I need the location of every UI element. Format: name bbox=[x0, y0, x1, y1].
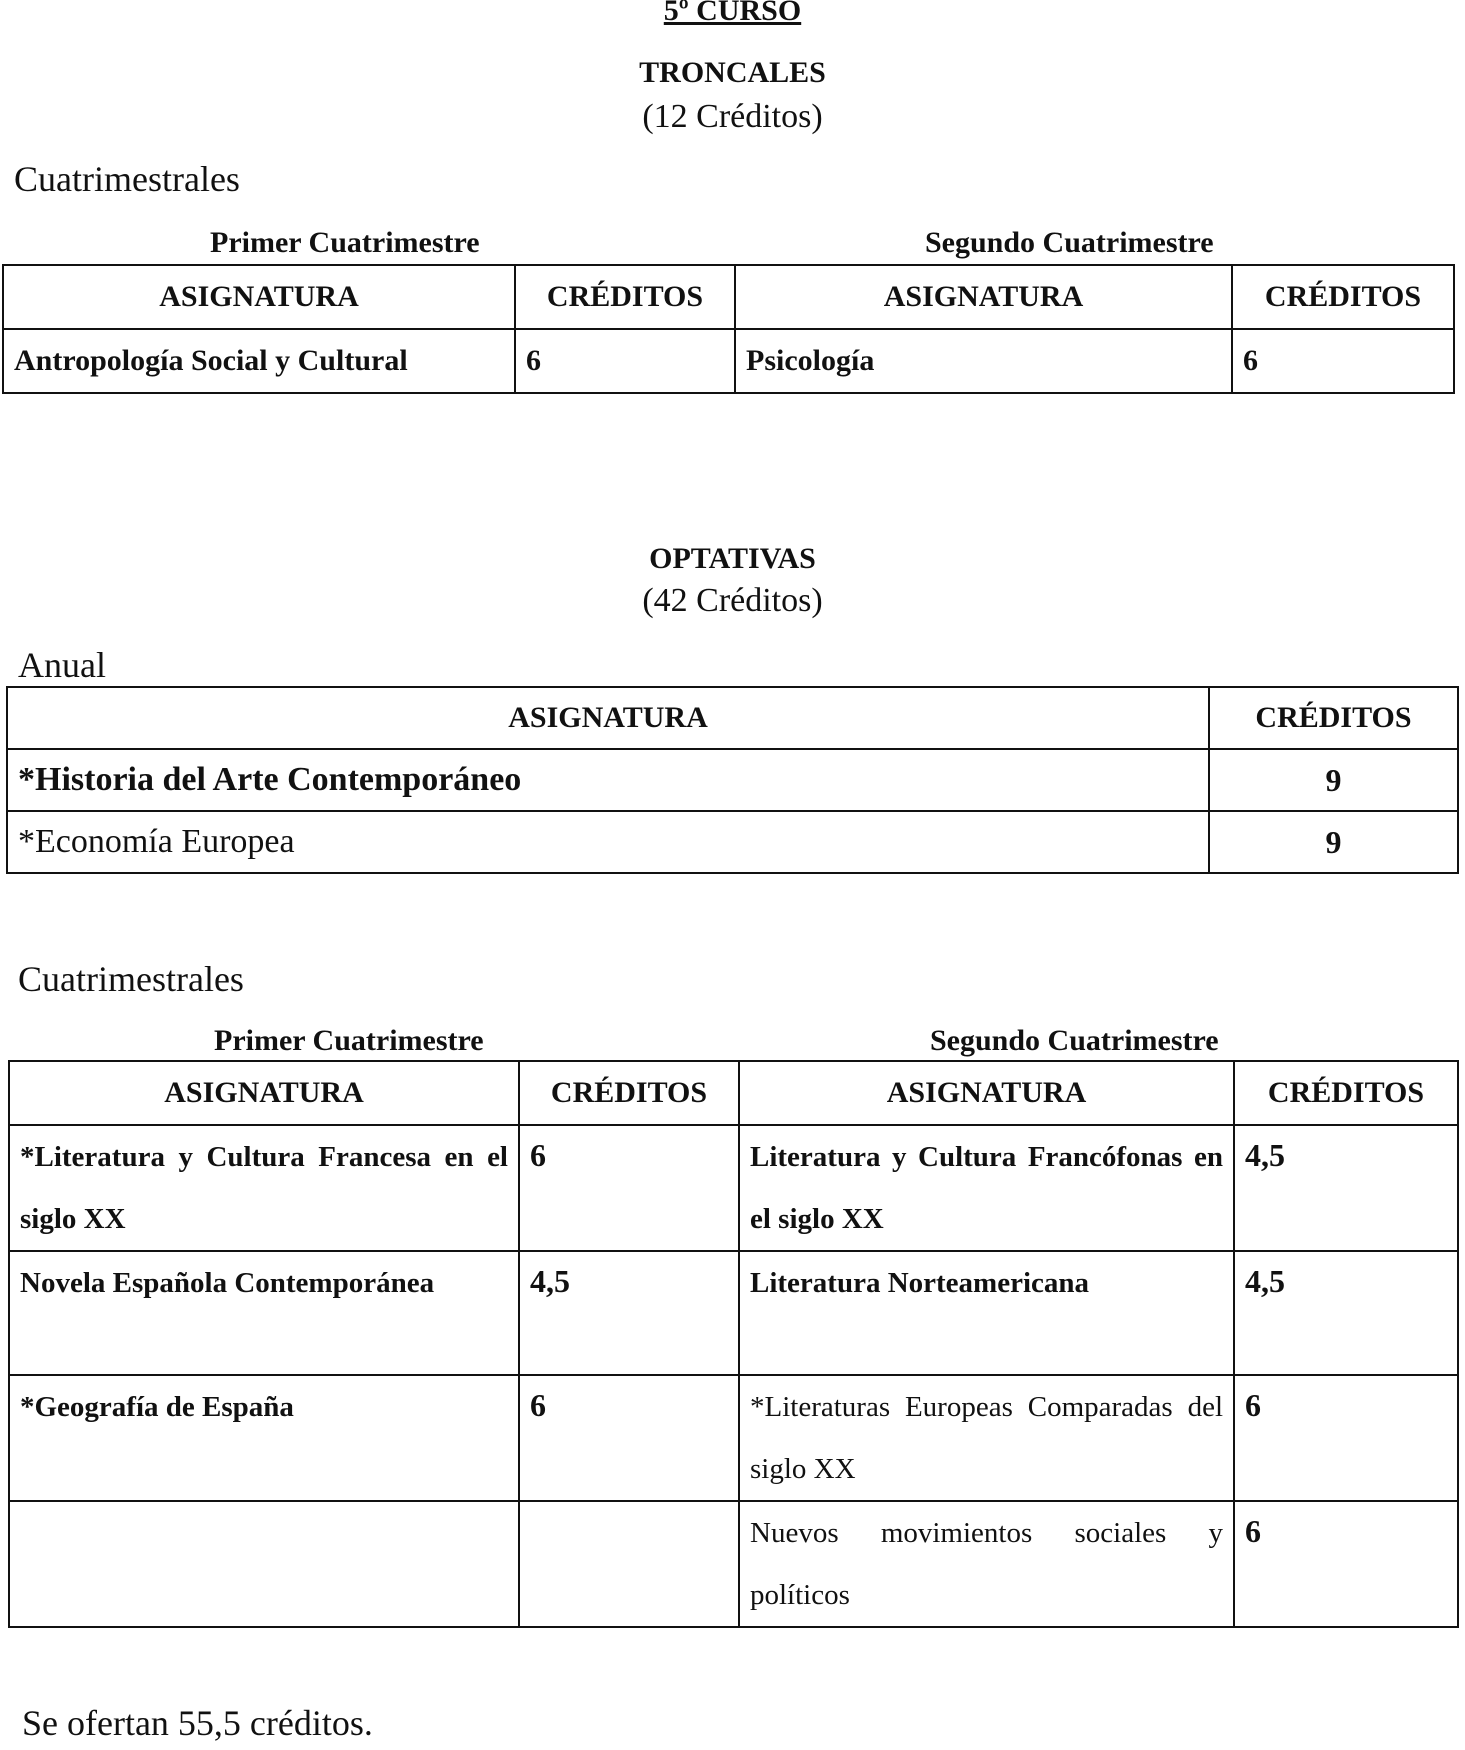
credits-cell: 6 bbox=[1232, 329, 1454, 393]
col-header-credits: CRÉDITOS bbox=[1234, 1061, 1458, 1125]
subject-cell: *Economía Europea bbox=[7, 811, 1209, 873]
credits-cell bbox=[519, 1501, 739, 1627]
troncales-second-term: Segundo Cuatrimestre bbox=[925, 226, 1214, 259]
subject-cell: Literatura Norteamericana bbox=[739, 1251, 1234, 1375]
troncales-first-term: Primer Cuatrimestre bbox=[210, 226, 480, 259]
subject-cell: *Historia del Arte Contemporáneo bbox=[7, 749, 1209, 811]
table-row bbox=[9, 1125, 1458, 1251]
subject-cell: Novela Española Contemporánea bbox=[9, 1251, 519, 1375]
table-row bbox=[7, 749, 1458, 811]
credits-cell: 6 bbox=[519, 1125, 739, 1251]
credits-cell: 6 bbox=[1234, 1501, 1458, 1627]
subject-cell: Antropología Social y Cultural bbox=[3, 329, 515, 393]
subject-cell: *Literaturas Europeas Comparadas del siglo XX bbox=[739, 1375, 1234, 1501]
subject-cell bbox=[9, 1501, 519, 1627]
table-row bbox=[9, 1501, 1458, 1627]
troncales-title: TRONCALES bbox=[639, 56, 826, 89]
subject-cell: *Geografía de España bbox=[9, 1375, 519, 1501]
col-header-subject: ASIGNATURA bbox=[3, 265, 515, 329]
optativas-second-term: Segundo Cuatrimestre bbox=[930, 1024, 1219, 1057]
table-row bbox=[3, 329, 1454, 393]
credits-cell: 4,5 bbox=[519, 1251, 739, 1375]
col-header-credits: CRÉDITOS bbox=[1232, 265, 1454, 329]
course-title: 5º CURSO bbox=[663, 0, 802, 27]
table-header-row bbox=[7, 687, 1458, 749]
table-header-row bbox=[9, 1061, 1458, 1125]
col-header-subject: ASIGNATURA bbox=[735, 265, 1232, 329]
col-header-credits: CRÉDITOS bbox=[519, 1061, 739, 1125]
table-row bbox=[7, 811, 1458, 873]
optativas-credits: (42 Créditos) bbox=[642, 582, 823, 619]
col-header-credits: CRÉDITOS bbox=[1209, 687, 1458, 749]
subject-cell: Psicología bbox=[735, 329, 1232, 393]
credits-cell: 9 bbox=[1209, 811, 1458, 873]
subject-cell: Nuevos movimientos sociales y políticos bbox=[739, 1501, 1234, 1627]
optativas-title: OPTATIVAS bbox=[649, 542, 816, 575]
table-row bbox=[9, 1375, 1458, 1501]
optativas-period-label: Cuatrimestrales bbox=[18, 959, 244, 999]
annual-table bbox=[6, 686, 1459, 874]
credits-cell: 6 bbox=[515, 329, 735, 393]
col-header-credits: CRÉDITOS bbox=[515, 265, 735, 329]
annual-label: Anual bbox=[18, 645, 106, 685]
col-header-subject: ASIGNATURA bbox=[9, 1061, 519, 1125]
table-header-row bbox=[3, 265, 1454, 329]
optativas-table bbox=[8, 1060, 1459, 1628]
credits-cell: 4,5 bbox=[1234, 1251, 1458, 1375]
credits-cell: 6 bbox=[519, 1375, 739, 1501]
credits-cell: 9 bbox=[1209, 749, 1458, 811]
col-header-subject: ASIGNATURA bbox=[739, 1061, 1234, 1125]
subject-cell: Literatura y Cultura Francófonas en el siglo XX bbox=[739, 1125, 1234, 1251]
optativas-first-term: Primer Cuatrimestre bbox=[214, 1024, 484, 1057]
subject-cell: *Literatura y Cultura Francesa en el siglo XX bbox=[9, 1125, 519, 1251]
troncales-table bbox=[2, 264, 1455, 394]
troncales-period-label: Cuatrimestrales bbox=[14, 159, 240, 199]
col-header-subject: ASIGNATURA bbox=[7, 687, 1209, 749]
footer-note: Se ofertan 55,5 créditos. bbox=[22, 1703, 373, 1743]
credits-cell: 4,5 bbox=[1234, 1125, 1458, 1251]
troncales-credits: (12 Créditos) bbox=[642, 98, 823, 135]
credits-cell: 6 bbox=[1234, 1375, 1458, 1501]
table-row bbox=[9, 1251, 1458, 1375]
